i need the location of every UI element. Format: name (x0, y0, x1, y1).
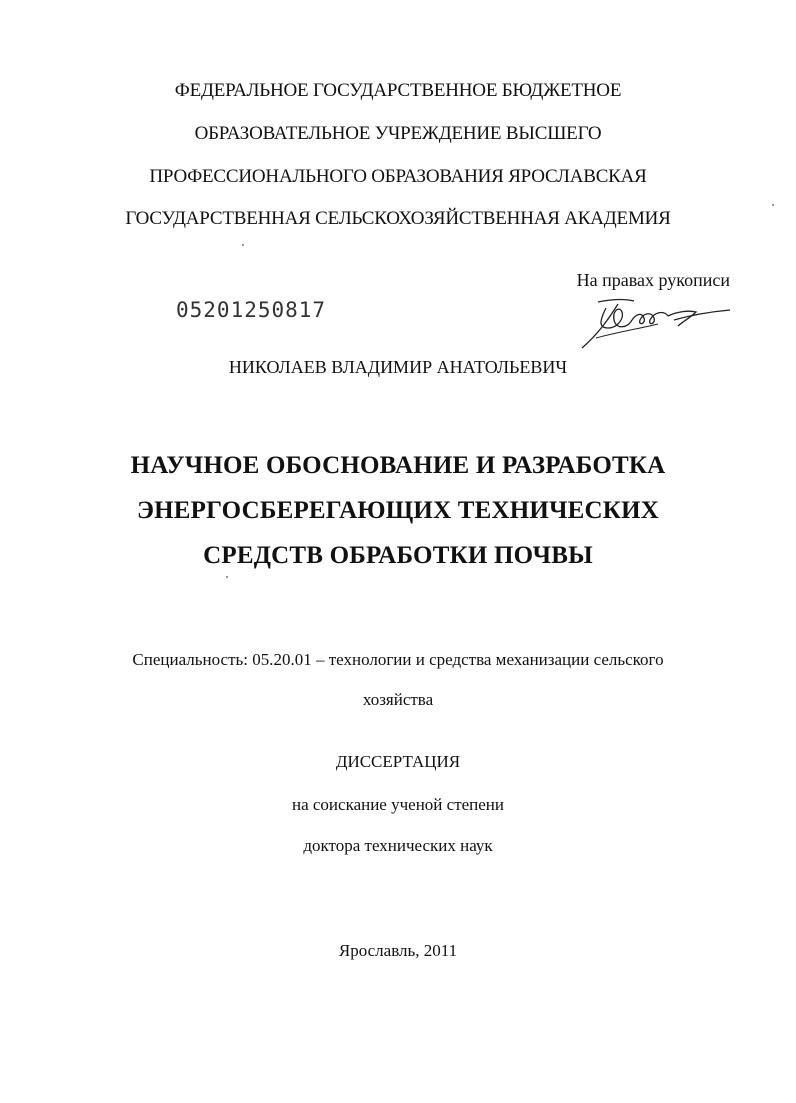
signature-icon (578, 294, 738, 354)
degree-line-1: на соискание ученой степени (291, 795, 505, 814)
document-type: ДИССЕРТАЦИЯ (335, 752, 461, 771)
institution-line-2: ОБРАЗОВАТЕЛЬНОЕ УЧРЕЖДЕНИЕ ВЫСШЕГО (194, 123, 602, 144)
thesis-title-line-3: СРЕДСТВ ОБРАБОТКИ ПОЧВЫ (203, 542, 593, 569)
degree-line-2: доктора технических наук (303, 836, 493, 855)
place-and-year: Ярославль, 2011 (338, 941, 458, 960)
author-name: НИКОЛАЕВ ВЛАДИМИР АНАТОЛЬЕВИЧ (228, 357, 568, 377)
thesis-title-line-1: НАУЧНОЕ ОБОСНОВАНИЕ И РАЗРАБОТКА (130, 452, 666, 479)
institution-line-3: ПРОФЕССИОНАЛЬНОГО ОБРАЗОВАНИЯ ЯРОСЛАВСКАЯ (149, 166, 647, 187)
institution-line-1: ФЕДЕРАЛЬНОЕ ГОСУДАРСТВЕННОЕ БЮДЖЕТНОЕ (174, 80, 622, 101)
library-stamp-number: 05201250817 (176, 298, 327, 322)
thesis-title-line-2: ЭНЕРГОСБЕРЕГАЮЩИХ ТЕХНИЧЕСКИХ (137, 497, 659, 524)
manuscript-rights-note: На правах рукописи (576, 270, 730, 290)
scan-speck (242, 244, 244, 246)
specialty-line-2: хозяйства (362, 690, 434, 709)
specialty-line-1: Специальность: 05.20.01 – технологии и средства механизации сельского (132, 650, 664, 669)
scan-speck (772, 204, 774, 206)
institution-line-4: ГОСУДАРСТВЕННАЯ СЕЛЬСКОХОЗЯЙСТВЕННАЯ АКАДЕМИЯ (125, 208, 671, 229)
scan-speck (226, 576, 228, 578)
